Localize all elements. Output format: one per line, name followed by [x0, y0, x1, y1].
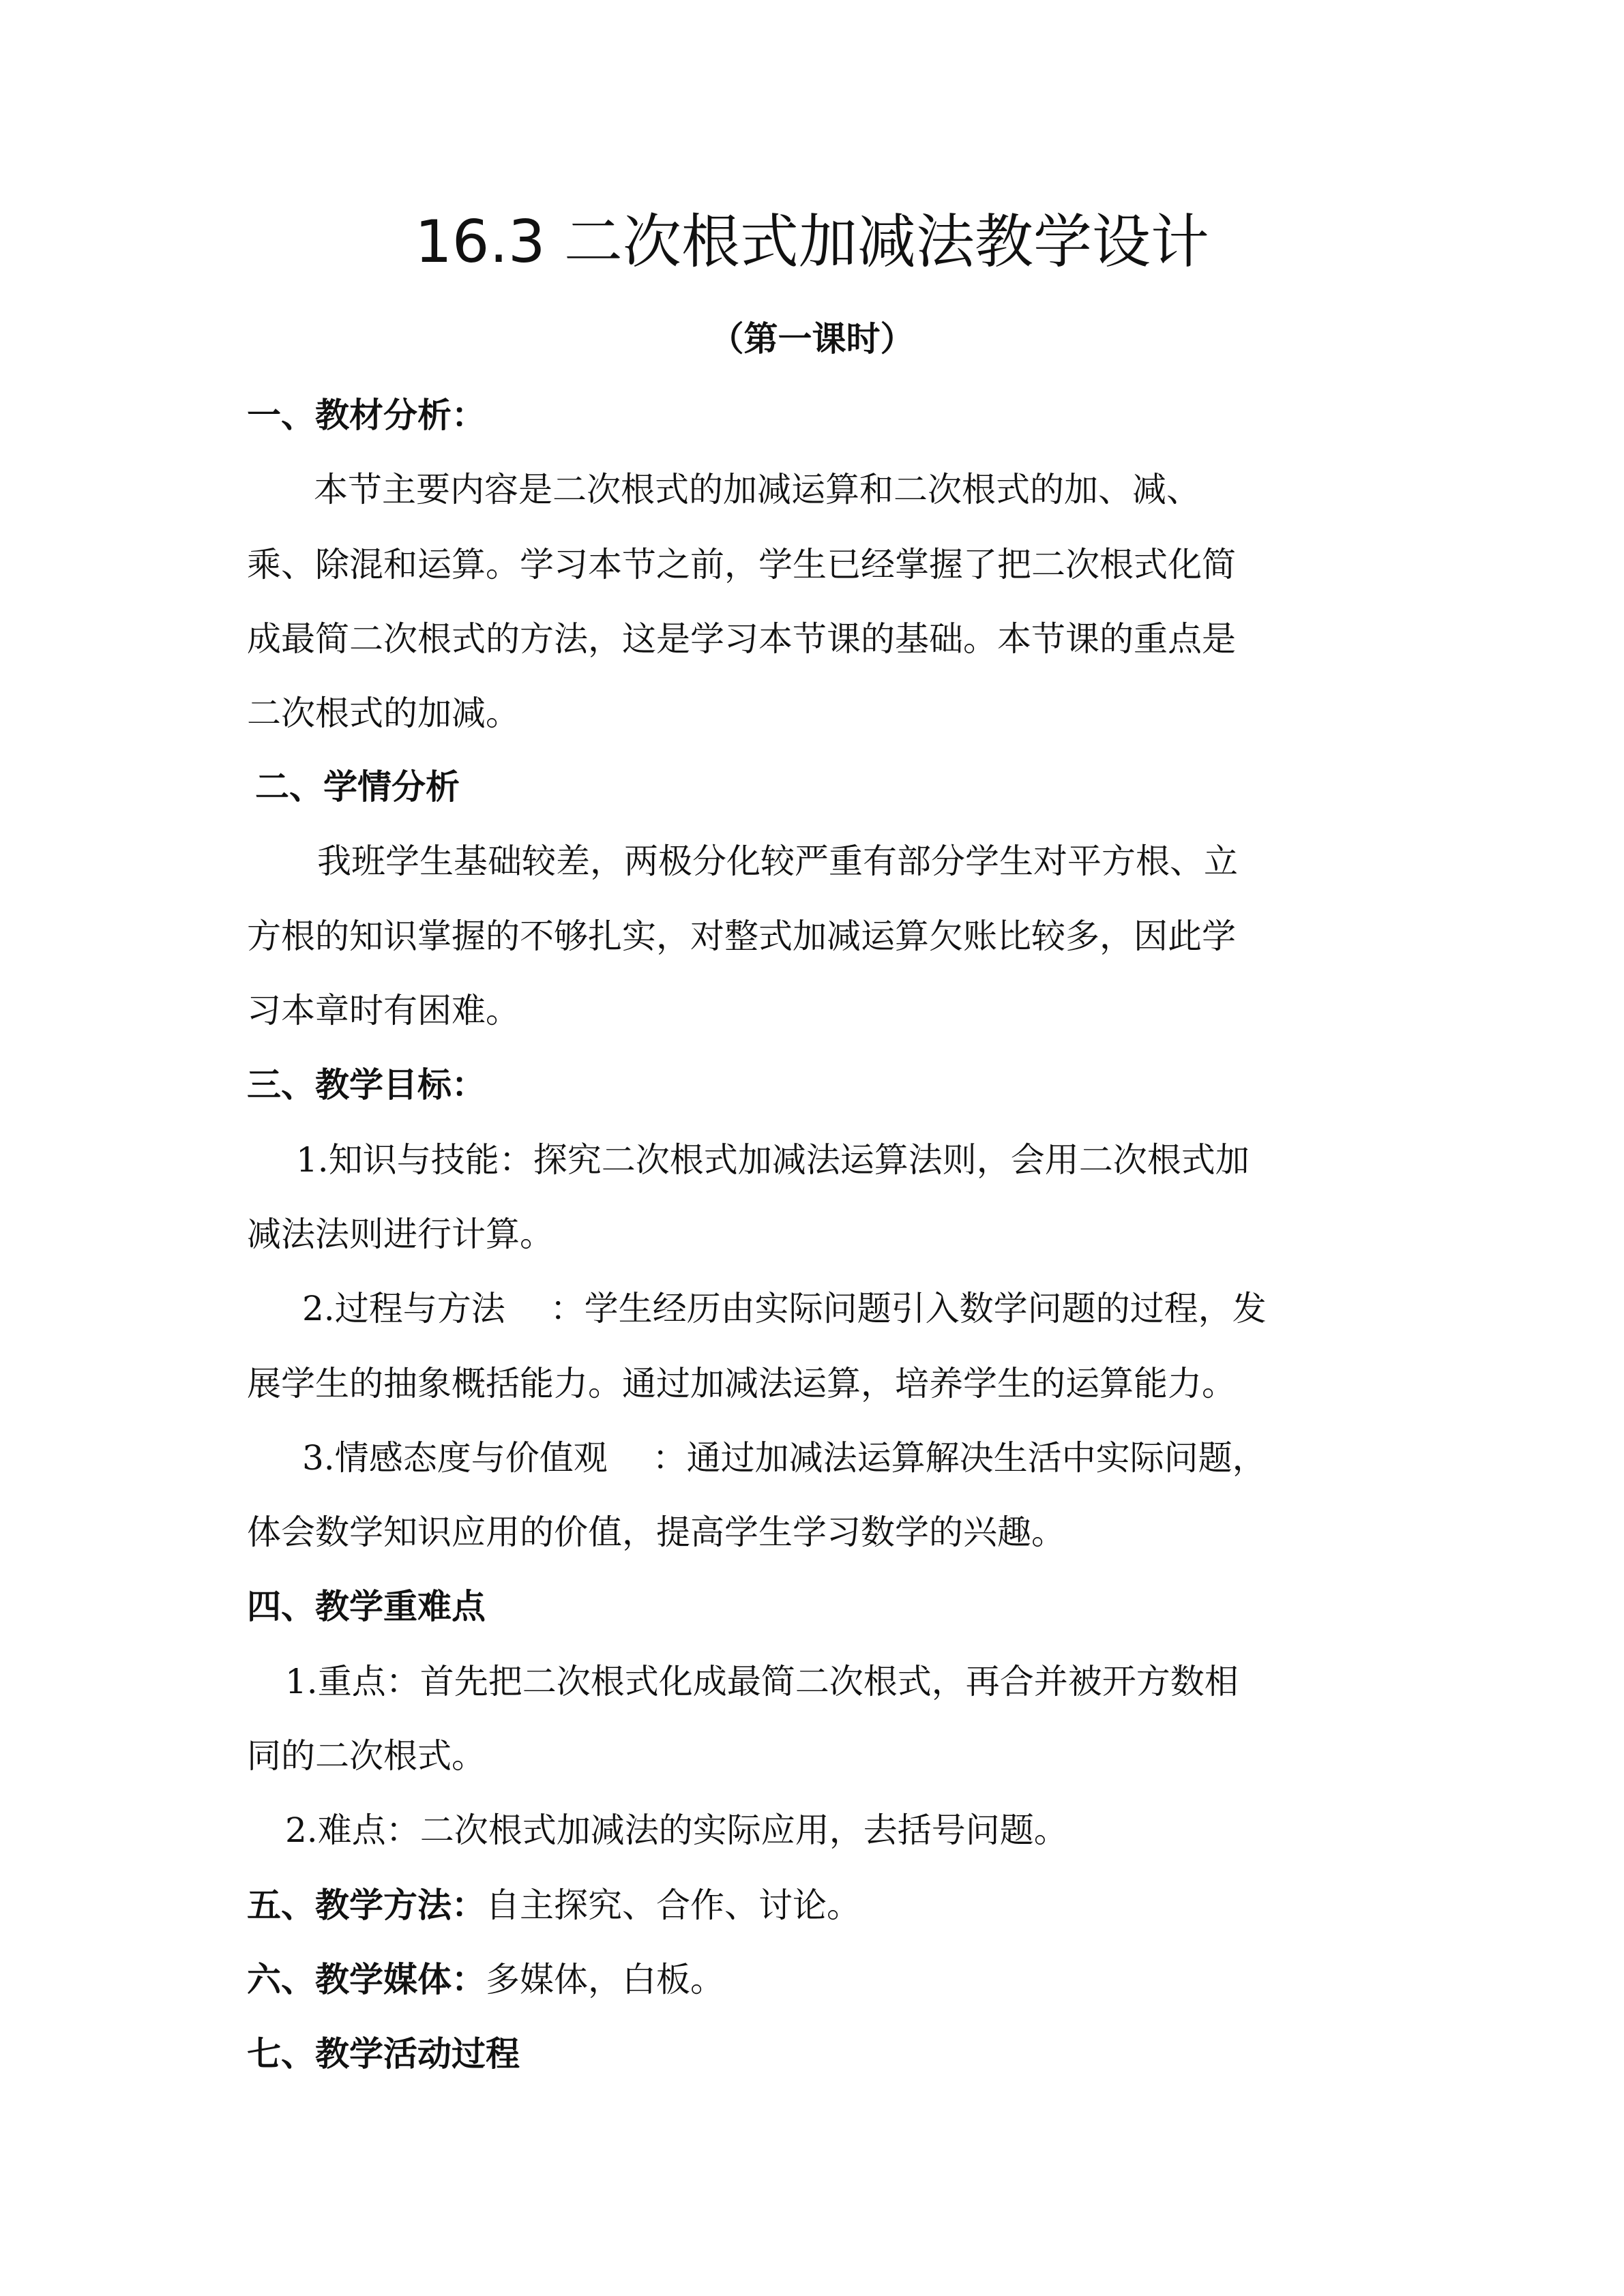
paragraph-line: 方根的知识掌握的不够扎实，对整式加减运算欠账比较多，因此学	[247, 916, 1236, 956]
paragraph-line: 本节主要内容是二次根式的加减运算和二次根式的加、减、	[314, 470, 1200, 509]
paragraph-line: 1.重点：首先把二次根式化成最简二次根式，再合并被开方数相	[285, 1662, 1239, 1701]
section-heading-key-points: 四、教学重难点	[247, 1587, 486, 1626]
paragraph-line: 我班学生基础较差，两极分化较严重有部分学生对平方根、立	[317, 841, 1238, 881]
paragraph-line: 成最简二次根式的方法，这是学习本节课的基础。本节课的重点是	[247, 619, 1236, 659]
section-heading-textbook-analysis: 一、教材分析：	[247, 396, 486, 435]
paragraph-line: 3.情感态度与价值观 ：通过加减法运算解决生活中实际问题，	[302, 1438, 1267, 1478]
section-heading-student-analysis: 二、学情分析	[255, 767, 460, 807]
paragraph-line: 减法法则进行计算。	[247, 1214, 554, 1254]
teaching-media-text: 多媒体，白板。	[486, 1960, 724, 1999]
paragraph-line: 习本章时有困难。	[247, 991, 520, 1030]
section-teaching-media	[247, 1956, 724, 2003]
paragraph-line: 二次根式的加减。	[247, 694, 520, 733]
section-heading-teaching-goals: 三、教学目标：	[247, 1065, 486, 1105]
section-heading-teaching-media: 六、教学媒体：	[247, 1960, 486, 1999]
section-heading-teaching-methods: 五、教学方法：	[247, 1885, 486, 1925]
paragraph-line: 1.知识与技能：探究二次根式加减法运算法则，会用二次根式加	[296, 1140, 1250, 1180]
section-heading-teaching-activities: 七、教学活动过程	[247, 2034, 520, 2074]
paragraph-line: 同的二次根式。	[247, 1736, 486, 1776]
section-teaching-methods	[247, 1881, 861, 1929]
paragraph-line: 2.难点：二次根式加减法的实际应用，去括号问题。	[285, 1810, 1068, 1850]
teaching-methods-text: 自主探究、合作、讨论。	[486, 1885, 861, 1925]
paragraph-line: 2.过程与方法 ：学生经历由实际问题引入数学问题的过程，发	[302, 1289, 1267, 1328]
document-subtitle: （第一课时）	[709, 319, 915, 359]
paragraph-line: 体会数学知识应用的价值，提高学生学习数学的兴趣。	[247, 1512, 1065, 1552]
document-title: 16.3 二次根式加减法教学设计	[415, 208, 1209, 276]
paragraph-line: 乘、除混和运算。学习本节之前，学生已经掌握了把二次根式化简	[247, 545, 1236, 584]
paragraph-line: 展学生的抽象概括能力。通过加减法运算，培养学生的运算能力。	[247, 1364, 1236, 1403]
